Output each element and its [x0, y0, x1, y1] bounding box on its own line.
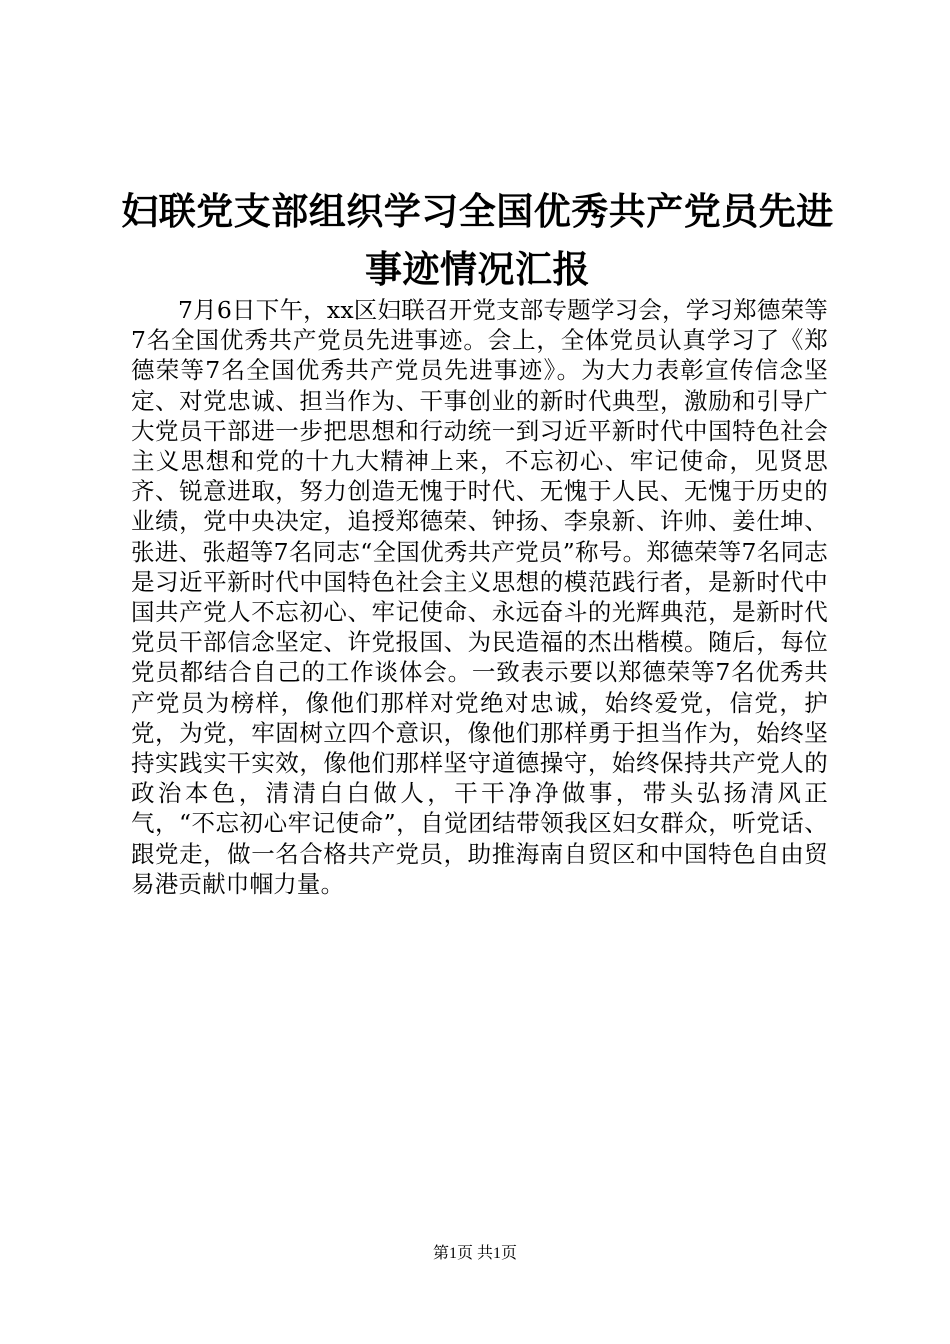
page-footer: 第1页 共1页	[432, 1245, 517, 1262]
document-body-paragraph: 7月6日下午，xx区妇联召开党支部专题学习会，学习郑德荣等7名全国优秀共产党员先进事迹。会上，全体党员认真学习了《郑德荣等7名全国优秀共产党员先进事迹》。为大力表彰宣传信念坚定、对党忠诚、担当作为、干事创业的新时代典型，激励和引导广大党员干部进一步把思想和行动统一到习近平新时代中国特色社会主义思想和党的十九大精神上来，不忘初心、牢记使命，见贤思齐、锐意进取，努力创造无愧于时代、无愧于人民、无愧于历史的业绩，党中央决定，追授郑德荣、钟扬、李泉新、许帅、姜仕坤、张进、张超等7名同志“全国优秀共产党员”称号。郑德荣等7名同志是习近平新时代中国特色社会主义思想的模范践行者，是新时代中国共产党人不忘初心、牢记使命、永远奋斗的光辉典范，是新时代党员干部信念坚定、许党报国、为民造福的杰出楷模。随后，每位党员都结合自己的工作谈体会。一致表示要以郑德荣等7名优秀共产党员为榜样，像他们那样对党绝对忠诚，始终爱党，信党，护党，为党，牢固树立四个意识，像他们那样勇于担当作为，始终坚持实践实干实效，像他们那样坚守道德操守，始终保持共产党人的政治本色，清清白白做人，干干净净做事，带头弘扬清风正气，“不忘初心牢记使命”，自觉团结带领我区妇女群众，听党话、跟党走，做一名合格共产党员，助推海南自贸区和中国特色自由贸易港贡献巾帼力量。	[131, 296, 828, 898]
document-title: 妇联党支部组织学习全国优秀共产党员先进事迹情况汇报	[121, 189, 834, 291]
